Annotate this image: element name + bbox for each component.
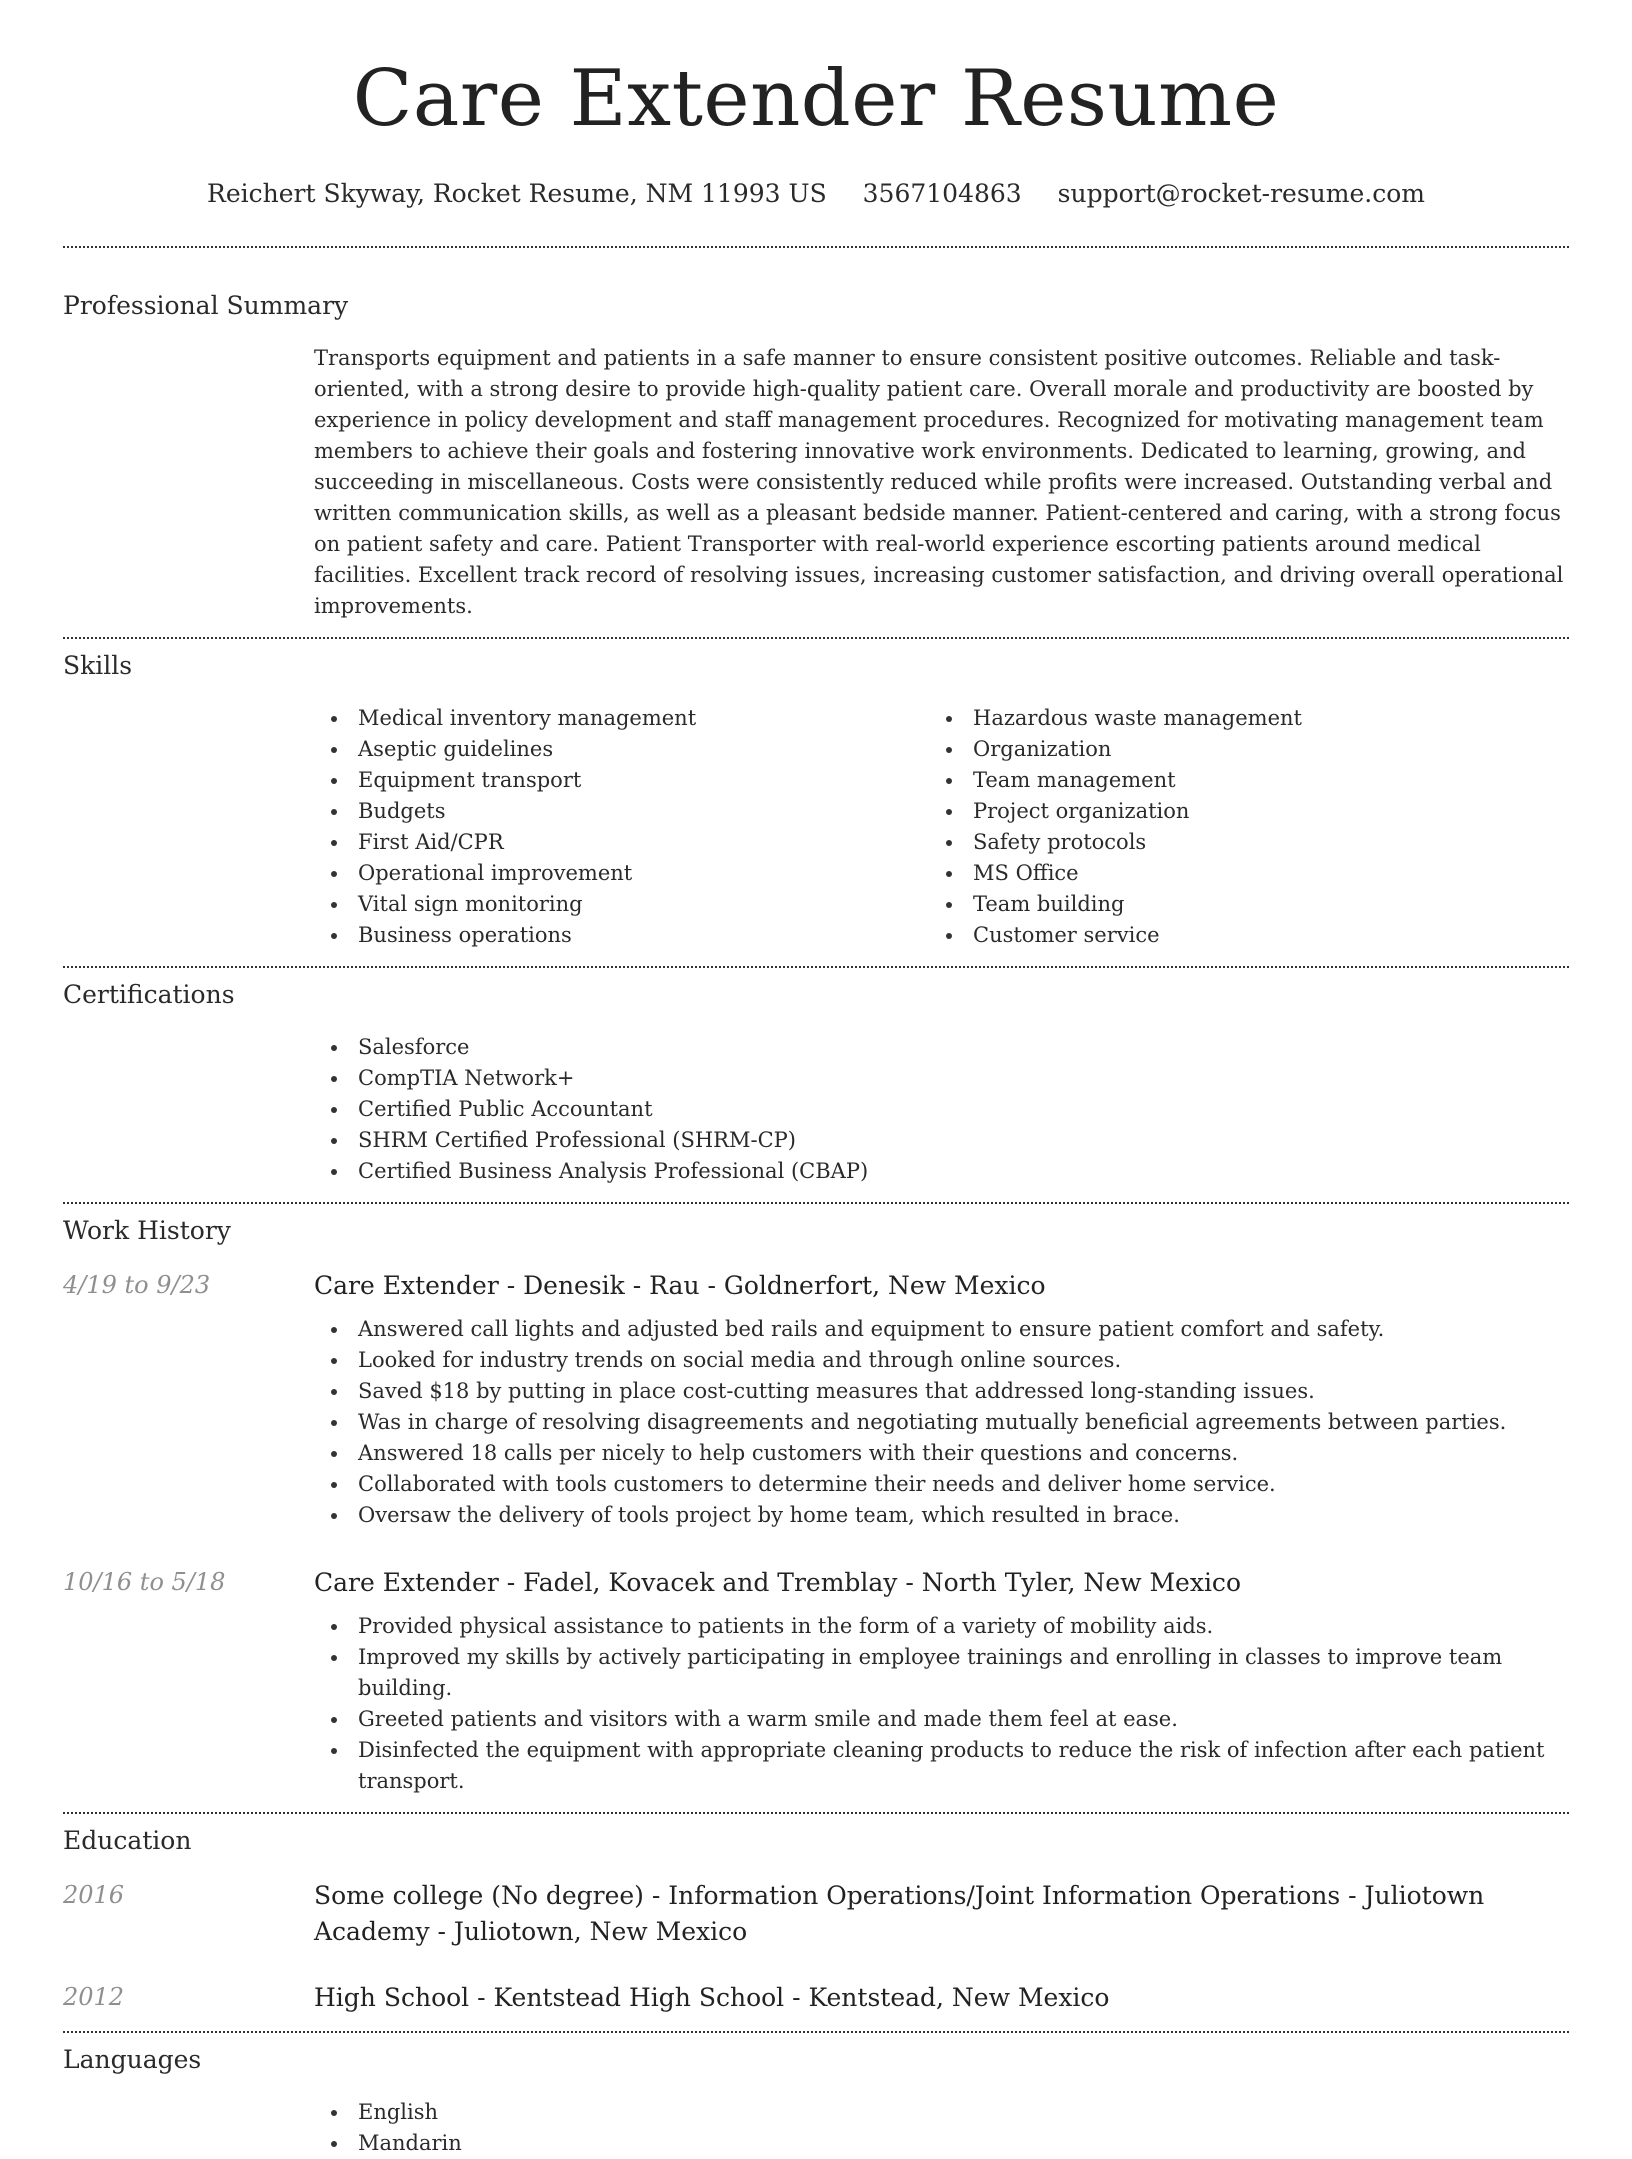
section-divider xyxy=(63,2031,1569,2033)
job-bullet: Provided physical assistance to patients in the form of a variety of mobility aids. xyxy=(314,1611,1569,1642)
section-divider xyxy=(63,966,1569,968)
job-entry xyxy=(63,1268,1569,1304)
section-divider xyxy=(63,637,1569,639)
certifications-section xyxy=(63,980,1569,1187)
skill-item: Customer service xyxy=(929,920,1544,951)
skill-item: Organization xyxy=(929,734,1544,765)
education-entry xyxy=(63,1878,1569,1950)
skill-item: Medical inventory management xyxy=(314,703,929,734)
job-bullet: Collaborated with tools customers to determine their needs and deliver home service. xyxy=(314,1469,1569,1500)
job-entry xyxy=(63,1565,1569,1601)
skills-columns xyxy=(314,703,1569,951)
certification-item: CompTIA Network+ xyxy=(314,1063,1569,1094)
skill-item: Equipment transport xyxy=(314,765,929,796)
skill-item: Project organization xyxy=(929,796,1544,827)
job-bullet: Answered call lights and adjusted bed rails and equipment to ensure patient comfort and safety. xyxy=(314,1314,1569,1345)
job-heading: Care Extender - Denesik - Rau - Goldnerfort, New Mexico xyxy=(314,1271,1046,1300)
job-bullet: Improved my skills by actively participating in employee trainings and enrolling in classes to improve team building. xyxy=(314,1642,1569,1704)
job-heading: Care Extender - Fadel, Kovacek and Tremblay - North Tyler, New Mexico xyxy=(314,1568,1241,1597)
section-title-certifications: Certifications xyxy=(63,980,235,1009)
job-bullets xyxy=(314,1611,1569,1797)
job-bullet: Disinfected the equipment with appropriate cleaning products to reduce the risk of infection after each patient transport. xyxy=(314,1735,1569,1797)
resume-title: Care Extender Resume xyxy=(352,54,1280,144)
section-title-skills: Skills xyxy=(63,651,133,680)
section-title-work: Work History xyxy=(63,1216,231,1245)
education-section xyxy=(63,1826,1569,2016)
job-dates: 10/16 to 5/18 xyxy=(63,1568,226,1596)
education-entry xyxy=(63,1980,1569,2016)
job-bullet: Greeted patients and visitors with a warm smile and made them feel at ease. xyxy=(314,1704,1569,1735)
certifications-list xyxy=(314,1032,1569,1187)
job-bullet: Looked for industry trends on social media and through online sources. xyxy=(314,1345,1569,1376)
section-divider xyxy=(63,246,1569,248)
section-title-education: Education xyxy=(63,1826,192,1855)
section-title-languages: Languages xyxy=(63,2045,202,2074)
skill-item: Aseptic guidelines xyxy=(314,734,929,765)
skill-item: Budgets xyxy=(314,796,929,827)
job-dates: 4/19 to 9/23 xyxy=(63,1271,211,1299)
certification-item: Certified Business Analysis Professional (CBAP) xyxy=(314,1156,1569,1187)
languages-list xyxy=(314,2097,1569,2159)
job-bullet: Oversaw the delivery of tools project by home team, which resulted in brace. xyxy=(314,1500,1569,1531)
certification-item: SHRM Certified Professional (SHRM-CP) xyxy=(314,1125,1569,1156)
skill-item: Business operations xyxy=(314,920,929,951)
skill-item: First Aid/CPR xyxy=(314,827,929,858)
summary-section xyxy=(63,291,1569,622)
contact-email: support@rocket-resume.com xyxy=(1057,179,1425,208)
education-heading: High School - Kentstead High School - Kentstead, New Mexico xyxy=(314,1983,1110,2012)
skill-item: Safety protocols xyxy=(929,827,1544,858)
skill-item: Team building xyxy=(929,889,1544,920)
certification-item: Certified Public Accountant xyxy=(314,1094,1569,1125)
summary-text: Transports equipment and patients in a safe manner to ensure consistent positive outcomes. Reliable and task-oriented, with a strong desire to provide high-quality patient care. Overall morale and productivity are boosted by experience in policy development and staff management procedures. Recognized for motivating management team members to achieve their goals and fostering innovative work environments. Dedicated to learning, growing, and succeeding in miscellaneous. Costs were consistently reduced while profits were increased. Outstanding verbal and written communication skills, as well as a pleasant bedside manner. Patient-centered and caring, with a strong focus on patient safety and care. Patient Transporter with real-world experience escorting patients around medical facilities. Excellent track record of resolving issues, increasing customer satisfaction, and driving overall operational improvements. xyxy=(314,346,1564,618)
section-title-summary: Professional Summary xyxy=(63,291,349,320)
contact-address: Reichert Skyway, Rocket Resume, NM 11993 US xyxy=(207,179,827,208)
skill-item: MS Office xyxy=(929,858,1544,889)
job-bullets xyxy=(314,1314,1569,1531)
skill-item: Team management xyxy=(929,765,1544,796)
skill-item: Vital sign monitoring xyxy=(314,889,929,920)
language-item: English xyxy=(314,2097,1569,2128)
contact-phone: 3567104863 xyxy=(862,179,1022,208)
language-item: Mandarin xyxy=(314,2128,1569,2159)
job-bullet: Saved $18 by putting in place cost-cutting measures that addressed long-standing issues. xyxy=(314,1376,1569,1407)
skills-list-left xyxy=(314,703,929,951)
education-year: 2016 xyxy=(63,1881,125,1909)
section-divider xyxy=(63,1202,1569,1204)
languages-section xyxy=(63,2045,1569,2159)
skills-list-right xyxy=(929,703,1544,951)
job-bullet: Answered 18 calls per nicely to help customers with their questions and concerns. xyxy=(314,1438,1569,1469)
work-section xyxy=(63,1216,1569,1797)
education-heading: Some college (No degree) - Information Operations/Joint Information Operations - Juliotown Academy - Juliotown, New Mexico xyxy=(314,1881,1485,1946)
education-year: 2012 xyxy=(63,1983,125,2011)
job-bullet: Was in charge of resolving disagreements and negotiating mutually beneficial agreements between parties. xyxy=(314,1407,1569,1438)
certification-item: Salesforce xyxy=(314,1032,1569,1063)
skill-item: Hazardous waste management xyxy=(929,703,1544,734)
skill-item: Operational improvement xyxy=(314,858,929,889)
contact-line xyxy=(63,179,1569,209)
section-divider xyxy=(63,1812,1569,1814)
skills-section xyxy=(63,651,1569,951)
